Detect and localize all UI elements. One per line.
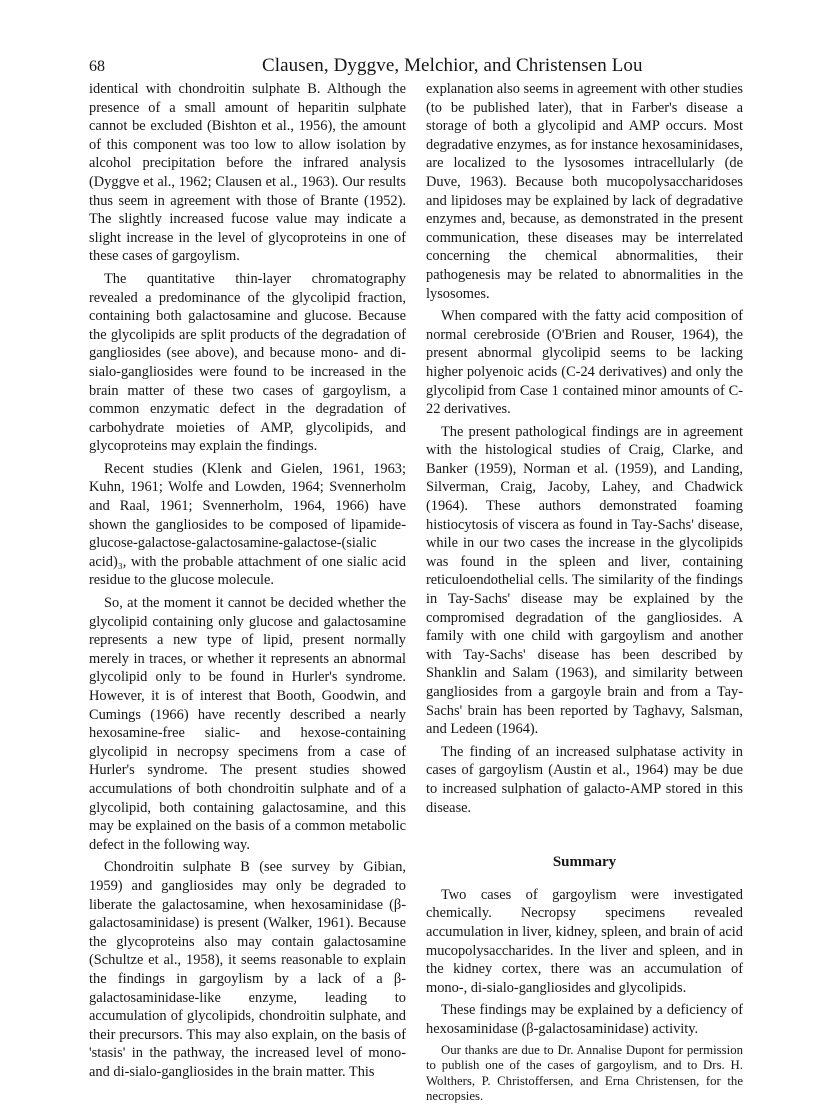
paragraph: Chondroitin sulphate B (see survey by Gibian, 1959) and gangliosides may only be degraded to liberate the galactosamine, when hexosaminidase (β-galactosaminidase) is present (Walker, 1961). Because the glycoproteins also may contain galactosamine (Schultze et al., 1958), it seems reasonable to explain the findings in gargoylism by a lack of a β-galactosaminidase-like enzyme, leading to accumulation of glycolipids, chondroitin sulphate, and their precursors. This may also explain, on the basis of 'stasis' in the pathway, the increased level of mono- and di-sialo-gangliosides in the brain matter. This — [89, 859, 406, 1080]
page-number: 68 — [89, 58, 105, 75]
right-column — [426, 80, 743, 1109]
paragraph: Recent studies (Klenk and Gielen, 1961, 1963; Kuhn, 1961; Wolfe and Lowden, 1964; Svennerholm and Raal, 1961; Svennerholm, 1964, 1966) have shown the gangliosides to be composed of lipamide-glucose-galactose-galactosamine-galactose-(sialic acid)₃, with the probable attachment of one sialic acid residue to the glucose molecule. — [89, 460, 406, 589]
paragraph: The present pathological findings are in agreement with the histological studies of Craig, Clarke, and Banker (1959), Norman et al. (1959), and Landing, Silverman, Craig, Jacoby, Lahey, and Chadwick (1964). These authors demonstrated foaming histiocytosis of viscera as found in Tay-Sachs' disease, while in our two cases the increase in the glycolipids was found in the spleen and liver, containing reticuloendothelial cells. The similarity of the findings in Tay-Sachs' disease may be explained by the compromised degradation of the gangliosides. A family with one child with gargoylism and another with Tay-Sachs' disease has been described by Shanklin and Salam (1963), and similarity between gangliosides from a gargoyle brain and from a Tay-Sachs' brain has been reported by Taghavy, Salsman, and Ledeen (1964). — [426, 423, 743, 738]
paragraph: So, at the moment it cannot be decided whether the glycolipid containing only glucose and galactosamine represents a new type of lipid, present normally merely in traces, or whether it represents an abnormal glycolipid only to be found in Hurler's syndrome. However, it is of interest that Booth, Goodwin, and Cumings (1966) have recently described a nearly hexosamine-free sialic- and hexose-containing glycolipid in necropsy specimens from a case of Hurler's syndrome. The present studies showed accumulations of both chondroitin sulphate and of a glycolipid, both containing galactosamine, and this may be explained on the basis of a common metabolic defect in the following way. — [89, 595, 406, 853]
running-head: Clausen, Dyggve, Melchior, and Christensen Lou — [262, 55, 643, 76]
paragraph: explanation also seems in agreement with other studies (to be published later), that in Farber's disease a storage of both a glycolipid and AMP occurs. Most degradative enzymes, as for instance hexosaminidases, are localized to the lysosomes intracellularly (de Duve, 1963). Because both mucopolysaccharidoses and lipidoses may be explained by lack of degradative enzymes and, because, as demonstrated in the present communication, these diseases may be interrelated concerning the chemical abnormalities, their pathogenesis may be related to abnormalities in the lysosomes. — [426, 81, 743, 302]
left-column — [89, 80, 406, 1085]
summary-paragraph: Two cases of gargoylism were investigated chemically. Necropsy specimens revealed accumulation in liver, kidney, spleen, and brain of acid mucopolysaccharides. In the liver and spleen, and in the kidney cortex, there was an accumulation of mono-, di-sialo-gangliosides and glycolipids. — [426, 886, 743, 996]
paragraph: The quantitative thin-layer chromatography revealed a predominance of the glycolipid fraction, containing both galactosamine and glucose. Because the glycolipids are split products of the degradation of gangliosides (see above), and because mono- and di-sialo-gangliosides were found to be increased in the brain matter of these two cases of gargoylism, a common enzymatic defect in the degradation of carbohydrate moieties of AMP, glycolipids, and glycoproteins may explain the findings. — [89, 270, 406, 455]
summary-heading: Summary — [552, 854, 617, 871]
paragraph: When compared with the fatty acid composition of normal cerebroside (O'Brien and Rouser, 1964), the present abnormal glycolipid seems to be lacking higher polyenoic acids (C-24 derivatives) and only the glycolipid from Case 1 contained minor amounts of C-22 derivatives. — [426, 308, 743, 418]
summary-paragraph: These findings may be explained by a deficiency of hexosaminidase (β-galactosaminidase) activity. — [426, 1002, 743, 1037]
paragraph: The finding of an increased sulphatase activity in cases of gargoylism (Austin et al., 1964) may be due to increased sulphation of galacto-AMP stored in this disease. — [426, 743, 743, 816]
acknowledgement: Our thanks are due to Dr. Annalise Dupont for permission to publish one of the cases of gargoylism, and to Drs. H. Wolthers, P. Christoffersen, and Erna Christensen, for the necropsies. — [426, 1042, 743, 1104]
paragraph: identical with chondroitin sulphate B. Although the presence of a small amount of heparitin sulphate cannot be excluded (Bishton et al., 1956), the amount of this component was too low to allow isolation by alcohol precipitation before the infrared analysis (Dyggve et al., 1962; Clausen et al., 1963). Our results thus seem in agreement with those of Brante (1952). The slightly increased fucose value may indicate a slight increase in the level of glycoproteins in one of these cases of gargoylism. — [89, 81, 406, 265]
